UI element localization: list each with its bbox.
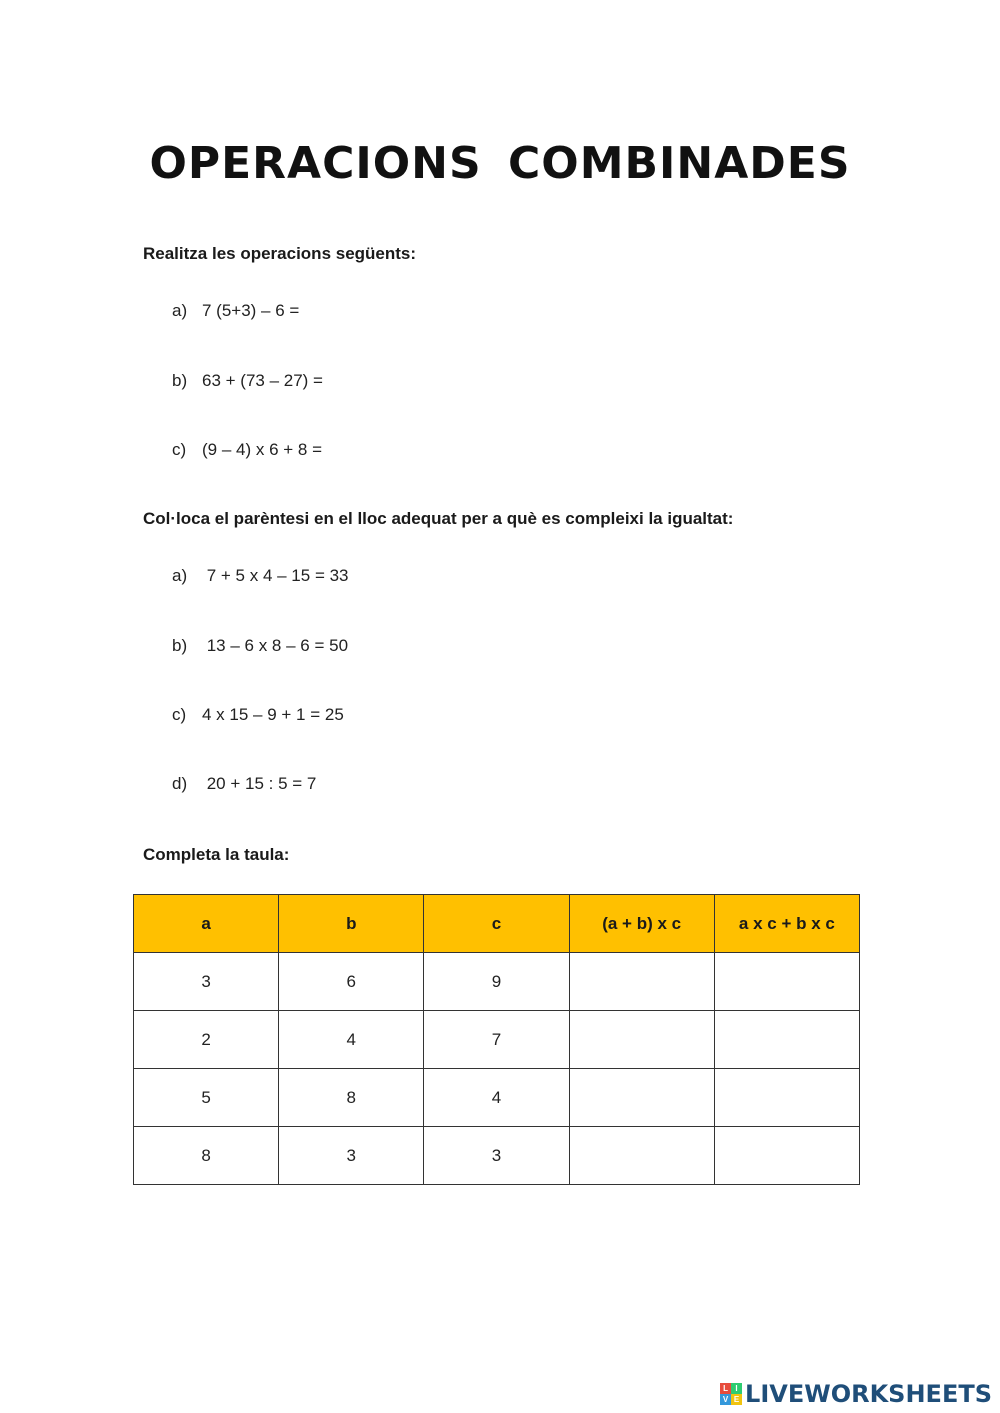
liveworksheets-logo [720, 1381, 992, 1407]
item-expression: 20 + 15 : 5 = 7 [202, 774, 317, 793]
logo-mark-icon [720, 1383, 742, 1405]
logo-mark-letter: L [720, 1383, 731, 1394]
item-letter: b) [172, 371, 188, 390]
exercise-item [172, 301, 299, 321]
table-cell: 4 [279, 1011, 424, 1069]
page-title: OPERACIONS COMBINADES [149, 138, 851, 189]
table-header-cell: c [424, 895, 569, 953]
exercise-item [172, 774, 316, 794]
exercise-item [172, 371, 323, 391]
exercise-item [172, 566, 349, 586]
logo-mark-letter: E [731, 1394, 742, 1405]
item-expression: 63 + (73 – 27) = [202, 371, 323, 390]
table-cell: 9 [424, 953, 569, 1011]
item-expression: (9 – 4) x 6 + 8 = [202, 440, 323, 459]
answer-cell[interactable] [569, 953, 714, 1011]
answer-cell[interactable] [569, 1127, 714, 1185]
logo-mark-letter: I [731, 1383, 742, 1394]
completion-table [133, 894, 860, 1185]
exercise-item [172, 636, 348, 656]
exercise-item [172, 705, 344, 725]
table-header-cell: (a + b) x c [569, 895, 714, 953]
answer-cell[interactable] [714, 1069, 859, 1127]
table-cell: 8 [279, 1069, 424, 1127]
table-row [134, 1069, 860, 1127]
table-cell: 2 [134, 1011, 279, 1069]
exercise-item [172, 440, 322, 460]
item-letter: c) [172, 705, 187, 724]
item-expression: 7 (5+3) – 6 = [202, 301, 300, 320]
table-header-cell: a x c + b x c [714, 895, 859, 953]
table-row [134, 953, 860, 1011]
table-row [134, 1127, 860, 1185]
section-heading-operations: Realitza les operacions següents: [143, 244, 417, 263]
answer-cell[interactable] [714, 1127, 859, 1185]
table-header-cell: a [134, 895, 279, 953]
table-cell: 5 [134, 1069, 279, 1127]
table-cell: 8 [134, 1127, 279, 1185]
table-cell: 3 [424, 1127, 569, 1185]
logo-text: LIVEWORKSHEETS [745, 1380, 992, 1408]
item-expression: 7 + 5 x 4 – 15 = 33 [202, 566, 349, 585]
item-letter: c) [172, 440, 187, 459]
table-cell: 7 [424, 1011, 569, 1069]
answer-cell[interactable] [714, 953, 859, 1011]
item-letter: b) [172, 636, 188, 655]
answer-cell[interactable] [569, 1069, 714, 1127]
table-header-row [134, 895, 860, 953]
table-cell: 3 [279, 1127, 424, 1185]
section-heading-parentheses: Col·loca el parèntesi en el lloc adequat per a què es compleixi la igualtat: [143, 509, 734, 528]
item-expression: 4 x 15 – 9 + 1 = 25 [202, 705, 344, 724]
table-header-cell: b [279, 895, 424, 953]
item-letter: d) [172, 774, 188, 793]
item-letter: a) [172, 301, 188, 320]
logo-mark-letter: V [720, 1394, 731, 1405]
table-cell: 6 [279, 953, 424, 1011]
item-letter: a) [172, 566, 188, 585]
item-expression: 13 – 6 x 8 – 6 = 50 [202, 636, 349, 655]
section-heading-table: Completa la taula: [143, 845, 290, 864]
answer-cell[interactable] [569, 1011, 714, 1069]
table-cell: 3 [134, 953, 279, 1011]
table-row [134, 1011, 860, 1069]
table-cell: 4 [424, 1069, 569, 1127]
answer-cell[interactable] [714, 1011, 859, 1069]
